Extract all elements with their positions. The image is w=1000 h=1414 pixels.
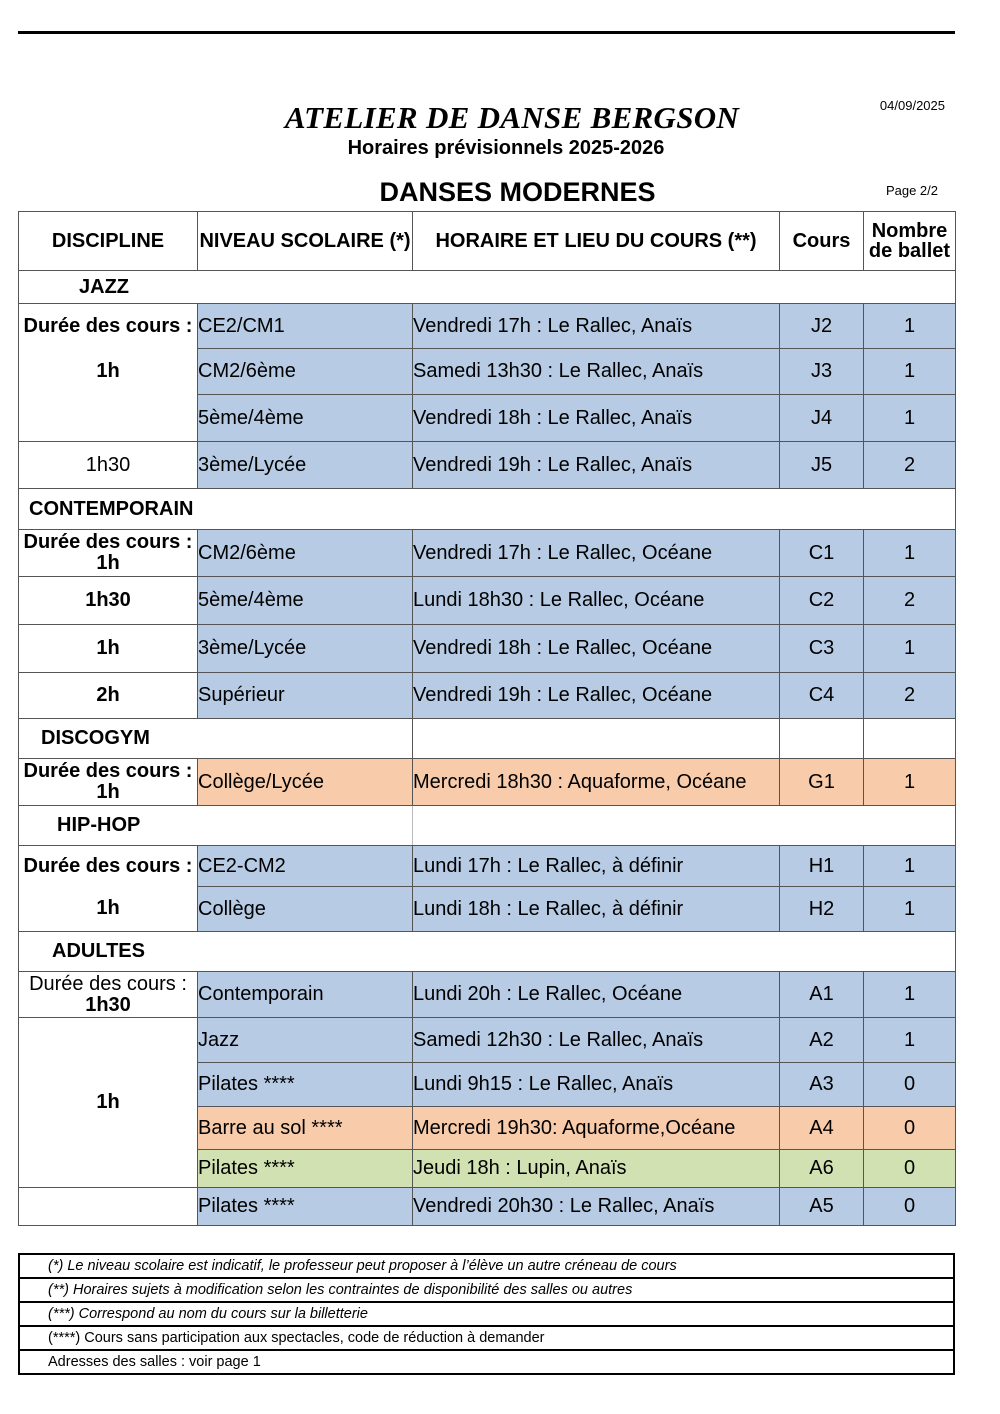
page-number: Page 2/2 <box>885 183 938 198</box>
course-code: J5 <box>780 442 864 489</box>
ballet-count: 1 <box>864 846 956 887</box>
duration-value: 1h30 <box>19 577 198 625</box>
col-header-ballet <box>864 212 956 271</box>
ballet-count: 1 <box>864 349 956 395</box>
footnote: (****) Cours sans participation aux spectacles, code de réduction à demander <box>19 1326 954 1350</box>
footnote: (*) Le niveau scolaire est indicatif, le professeur peut proposer à l’élève un autre créneau de cours <box>19 1254 954 1278</box>
ballet-count: 0 <box>864 1188 956 1226</box>
schedule-cell: Vendredi 19h : Le Rallec, Anaïs <box>413 442 780 489</box>
level-cell: Supérieur <box>198 673 413 719</box>
duration-label: Durée des cours : <box>19 846 198 887</box>
level-cell: Collège <box>198 887 413 932</box>
top-rule <box>18 31 955 34</box>
duration-value: 1h <box>19 887 198 932</box>
ballet-count: 0 <box>864 1063 956 1107</box>
col-header-horaire: HORAIRE ET LIEU DU COURS (**) <box>413 212 780 271</box>
duration-empty <box>19 395 198 442</box>
table-row <box>19 1188 956 1226</box>
schedule-cell: Lundi 20h : Le Rallec, Océane <box>413 972 780 1018</box>
table-row <box>19 349 956 395</box>
category-row-discogym <box>19 719 956 759</box>
level-cell: Collège/Lycée <box>198 759 413 806</box>
table-row <box>19 304 956 349</box>
schedule-cell: Lundi 9h15 : Le Rallec, Anaïs <box>413 1063 780 1107</box>
duration-cell <box>19 972 198 1018</box>
duration-empty <box>19 1188 198 1226</box>
schedule-cell: Lundi 17h : Le Rallec, à définir <box>413 846 780 887</box>
ballet-count: 1 <box>864 1018 956 1063</box>
level-cell: Contemporain <box>198 972 413 1018</box>
level-cell: 3ème/Lycée <box>198 442 413 489</box>
category-row-hiphop <box>19 806 956 846</box>
ballet-count: 1 <box>864 395 956 442</box>
course-code: A6 <box>780 1150 864 1188</box>
ballet-header-line2: de ballet <box>868 240 951 262</box>
category-row-adultes <box>19 932 956 972</box>
footnote: (***) Correspond au nom du cours sur la billetterie <box>19 1302 954 1326</box>
course-code: H2 <box>780 887 864 932</box>
table-row <box>19 530 956 577</box>
course-code: A5 <box>780 1188 864 1226</box>
level-cell: 5ème/4ème <box>198 577 413 625</box>
footnote: (**) Horaires sujets à modification selon les contraintes de disponibilité des salles ou autres <box>19 1278 954 1302</box>
schedule-cell: Lundi 18h : Le Rallec, à définir <box>413 887 780 932</box>
table-row <box>19 625 956 673</box>
category-adultes: ADULTES <box>19 932 956 972</box>
course-code: A1 <box>780 972 864 1018</box>
schedule-cell: Vendredi 19h : Le Rallec, Océane <box>413 673 780 719</box>
table-row <box>19 395 956 442</box>
ballet-count: 1 <box>864 530 956 577</box>
level-cell: CE2-CM2 <box>198 846 413 887</box>
ballet-count: 2 <box>864 577 956 625</box>
page-subtitle: Horaires prévisionnels 2025-2026 <box>347 137 665 159</box>
course-code: J3 <box>780 349 864 395</box>
ballet-count: 1 <box>864 972 956 1018</box>
schedule-table <box>18 211 956 1226</box>
level-cell: Barre au sol **** <box>198 1107 413 1150</box>
schedule-cell: Jeudi 18h : Lupin, Anaïs <box>413 1150 780 1188</box>
empty-cell <box>413 806 956 846</box>
duration-label: Durée des cours : <box>23 760 193 782</box>
duration-label: Durée des cours : <box>29 972 187 995</box>
schedule-cell: Samedi 13h30 : Le Rallec, Anaïs <box>413 349 780 395</box>
schedule-cell: Vendredi 18h : Le Rallec, Océane <box>413 625 780 673</box>
course-code: A3 <box>780 1063 864 1107</box>
level-cell: CE2/CM1 <box>198 304 413 349</box>
duration-label: Durée des cours : <box>19 304 198 349</box>
category-row-contemporain <box>19 489 956 530</box>
course-code: C2 <box>780 577 864 625</box>
category-discogym: DISCOGYM <box>19 719 413 759</box>
ballet-count: 2 <box>864 673 956 719</box>
footnotes-table <box>18 1253 955 1375</box>
category-jazz: JAZZ <box>19 271 956 304</box>
schedule-cell: Mercredi 18h30 : Aquaforme, Océane <box>413 759 780 806</box>
duration-value: 1h <box>96 781 120 803</box>
duration-value: 1h <box>96 552 120 574</box>
course-code: A2 <box>780 1018 864 1063</box>
table-row <box>19 972 956 1018</box>
ballet-count: 2 <box>864 442 956 489</box>
course-code: C3 <box>780 625 864 673</box>
course-code: J4 <box>780 395 864 442</box>
ballet-count: 1 <box>864 304 956 349</box>
course-code: C4 <box>780 673 864 719</box>
col-header-niveau: NIVEAU SCOLAIRE (*) <box>198 212 413 271</box>
table-row <box>19 577 956 625</box>
table-row <box>19 442 956 489</box>
course-code: H1 <box>780 846 864 887</box>
duration-cell <box>19 759 198 806</box>
course-code: J2 <box>780 304 864 349</box>
schedule-cell: Vendredi 17h : Le Rallec, Anaïs <box>413 304 780 349</box>
course-code: A4 <box>780 1107 864 1150</box>
ballet-count: 1 <box>864 759 956 806</box>
course-code: G1 <box>780 759 864 806</box>
schedule-cell: Lundi 18h30 : Le Rallec, Océane <box>413 577 780 625</box>
duration-value: 2h <box>19 673 198 719</box>
schedule-cell: Vendredi 20h30 : Le Rallec, Anaïs <box>413 1188 780 1226</box>
duration-value: 1h30 <box>85 993 131 1016</box>
course-code: C1 <box>780 530 864 577</box>
duration-cell <box>19 530 198 577</box>
level-cell: Pilates **** <box>198 1188 413 1226</box>
category-contemporain: CONTEMPORAIN <box>19 489 956 530</box>
level-cell: Pilates **** <box>198 1063 413 1107</box>
schedule-cell: Vendredi 18h : Le Rallec, Anaïs <box>413 395 780 442</box>
duration-value: 1h30 <box>19 442 198 489</box>
category-hiphop: HIP-HOP <box>19 806 413 846</box>
level-cell: 5ème/4ème <box>198 395 413 442</box>
page-title: ATELIER DE DANSE BERGSON <box>284 100 740 135</box>
ballet-count: 1 <box>864 887 956 932</box>
duration-value: 1h <box>19 625 198 673</box>
col-header-cours: Cours <box>780 212 864 271</box>
level-cell: Jazz <box>198 1018 413 1063</box>
schedule-cell: Vendredi 17h : Le Rallec, Océane <box>413 530 780 577</box>
table-row <box>19 759 956 806</box>
duration-value: 1h <box>19 1018 198 1188</box>
table-row <box>19 846 956 887</box>
document-date: 04/09/2025 <box>879 98 945 113</box>
table-row <box>19 887 956 932</box>
duration-value: 1h <box>19 349 198 395</box>
level-cell: CM2/6ème <box>198 349 413 395</box>
level-cell: 3ème/Lycée <box>198 625 413 673</box>
ballet-count: 0 <box>864 1107 956 1150</box>
empty-cell <box>864 719 956 759</box>
schedule-cell: Samedi 12h30 : Le Rallec, Anaïs <box>413 1018 780 1063</box>
level-cell: Pilates **** <box>198 1150 413 1188</box>
ballet-header-line1: Nombre <box>871 220 948 242</box>
empty-cell <box>780 719 864 759</box>
table-header-row <box>19 212 956 271</box>
duration-label: Durée des cours : <box>23 531 193 553</box>
col-header-discipline: DISCIPLINE <box>19 212 198 271</box>
table-row <box>19 1018 956 1063</box>
schedule-cell: Mercredi 19h30: Aquaforme,Océane <box>413 1107 780 1150</box>
level-cell: CM2/6ème <box>198 530 413 577</box>
empty-cell <box>413 719 780 759</box>
ballet-count: 0 <box>864 1150 956 1188</box>
footnote: Adresses des salles : voir page 1 <box>19 1350 954 1374</box>
ballet-count: 1 <box>864 625 956 673</box>
table-row <box>19 673 956 719</box>
section-title: DANSES MODERNES <box>379 177 656 207</box>
category-row-jazz <box>19 271 956 304</box>
